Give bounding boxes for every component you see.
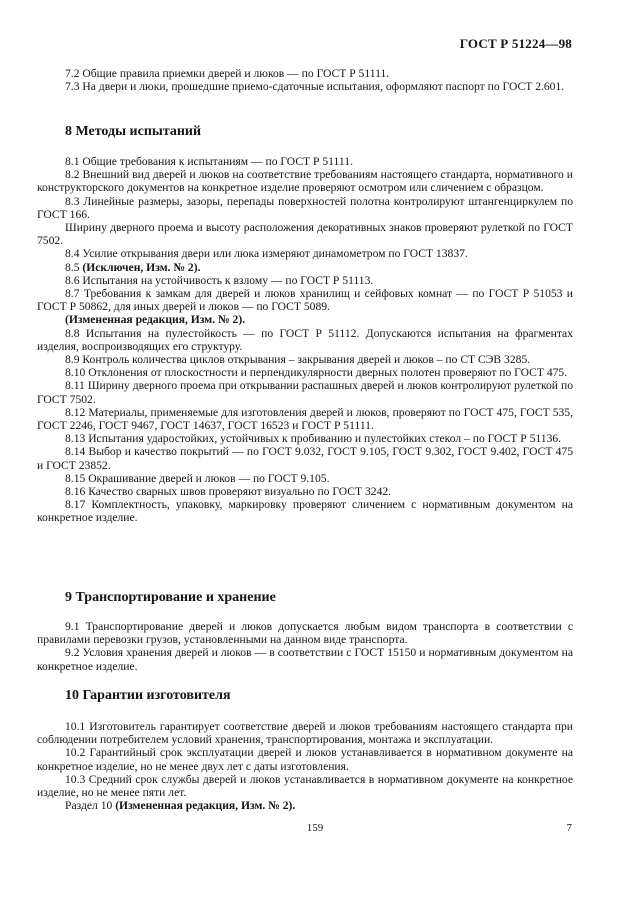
paragraph-8-3: 8.3 Линейные размеры, зазоры, перепады поверхностей полотна контролируют штангенциркулем по ГОСТ 166. xyxy=(37,194,573,221)
paragraph-8-2: 8.2 Внешний вид дверей и люков на соответствие требованиям настоящего стандарта, нормативного и конструкторского документов на конкретное изделие проверяют осмотром или сличением с образцом. xyxy=(37,168,573,195)
paragraph-8-6: 8.6 Испытания на устойчивость к взлому — по ГОСТ Р 51113. xyxy=(65,273,374,287)
document-code-header: ГОСТ Р 51224—98 xyxy=(459,36,572,51)
section-10-amendment-note: (Измененная редакция, Изм. № 2). xyxy=(115,799,296,813)
paragraph-7-3: 7.3 На двери и люки, прошедшие приемо-сдаточные испытания, оформляют паспорт по ГОСТ 2.601. xyxy=(65,80,565,94)
paragraph-8-5-excluded-note: (Исключен, Изм. № 2). xyxy=(82,260,201,274)
paragraph-8-1: 8.1 Общие требования к испытаниям — по ГОСТ Р 51111. xyxy=(65,155,353,168)
paragraph-8-4: 8.4 Усилие открывания двери или люка измеряют динамометром по ГОСТ 13837. xyxy=(65,247,468,261)
paragraph-10-3: 10.3 Средний срок службы дверей и люков устанавливается в нормативном документе на конкретное изделие, но не менее пяти лет. xyxy=(37,772,573,800)
section-9-body xyxy=(37,620,573,673)
paragraph-8-7: 8.7 Требования к замкам для дверей и люков хранилищ и сейфовых комнат — по ГОСТ Р 51053 и ГОСТ Р 50862, для иных дверей и люков — по ГОСТ 5089. xyxy=(37,287,573,314)
paragraph-8-10: 8.10 Отклонения от плоскостности и перпендикулярности дверных полотен проверяют по ГОСТ 475. xyxy=(65,366,568,380)
paragraph-8-13: 8.13 Испытания ударостойких, устойчивых к пробиванию и пулестойких стекол – по ГОСТ Р 51136. xyxy=(65,432,562,446)
paragraph-7-2: 7.2 Общие правила приемки дверей и люков — по ГОСТ Р 51111. xyxy=(65,67,390,80)
section-10-body xyxy=(37,720,573,812)
section-8-body xyxy=(37,155,573,525)
paragraph-8-9: 8.9 Контроль количества циклов открывания – закрывания дверей и люков – по СТ СЭВ 3285. xyxy=(65,353,531,367)
paragraph-10-1: 10.1 Изготовитель гарантирует соответствие дверей и люков требованиям настоящего стандарта при соблюдении потребителем условий хранения, транспортирования, монтажа и эксплуатации. xyxy=(37,720,573,747)
section-10-amendment-prefix: Раздел 10 xyxy=(65,799,116,813)
paragraph-8-8: 8.8 Испытания на пулестойкость — по ГОСТ Р 51112. Допускаются испытания на фрагментах изделия, воспроизводящих его структуру. xyxy=(37,326,573,353)
section-9-heading: 9 Транспортирование и хранение xyxy=(65,590,276,605)
paragraph-8-16: 8.16 Качество сварных швов проверяют визуально по ГОСТ 3242. xyxy=(65,485,392,499)
paragraph-8-17: 8.17 Комплектность, упаковку, маркировку проверяют сличением с нормативным документом на конкретное изделие. xyxy=(37,498,573,525)
paragraph-9-1: 9.1 Транспортирование дверей и люков допускается любым видом транспорта в соответствии с правилами перевозки грузов, установленными на данном виде транспорта. xyxy=(37,620,573,647)
paragraph-8-5-number: 8.5 xyxy=(65,260,83,274)
paragraph-8-7-amendment xyxy=(37,313,573,326)
section-7-tail xyxy=(37,67,573,93)
section-10-amendment xyxy=(37,799,573,812)
paragraph-9-2: 9.2 Условия хранения дверей и люков — в соответствии с ГОСТ 15150 и нормативным документом на конкретное изделие. xyxy=(37,646,573,673)
paragraph-8-11: 8.11 Ширину дверного проема при открывании распашных дверей и люков контролируют рулеткой по ГОСТ 7502. xyxy=(37,379,573,406)
page-number-center: 159 xyxy=(306,822,324,834)
paragraph-8-15: 8.15 Окрашивание дверей и люков — по ГОСТ 9.105. xyxy=(65,471,330,485)
section-8-heading: 8 Методы испытаний xyxy=(65,124,202,139)
page-number-right: 7 xyxy=(566,822,572,834)
paragraph-8-14: 8.14 Выбор и качество покрытий — по ГОСТ 9.032, ГОСТ 9.105, ГОСТ 9.302, ГОСТ 9.402, ГОСТ 475 и ГОСТ 23852. xyxy=(37,445,573,472)
paragraph-8-12: 8.12 Материалы, применяемые для изготовления дверей и люков, проверяют по ГОСТ 475, ГОСТ 535, ГОСТ 2246, ГОСТ 9467, ГОСТ 14637, ГОСТ 16523 и ГОСТ Р 51111. xyxy=(37,405,573,433)
paragraph-8-5 xyxy=(37,261,573,274)
section-10-heading: 10 Гарантии изготовителя xyxy=(65,688,231,703)
amendment-note: (Измененная редакция, Изм. № 2). xyxy=(65,313,246,327)
paragraph-10-2: 10.2 Гарантийный срок эксплуатации дверей и люков устанавливается в нормативном документе на конкретное изделие, но не менее двух лет с даты изготовления. xyxy=(37,746,573,773)
paragraph-8-3-continued: Ширину дверного проема и высоту расположения декоративных знаков проверяют рулеткой по ГОСТ 7502. xyxy=(37,221,573,248)
